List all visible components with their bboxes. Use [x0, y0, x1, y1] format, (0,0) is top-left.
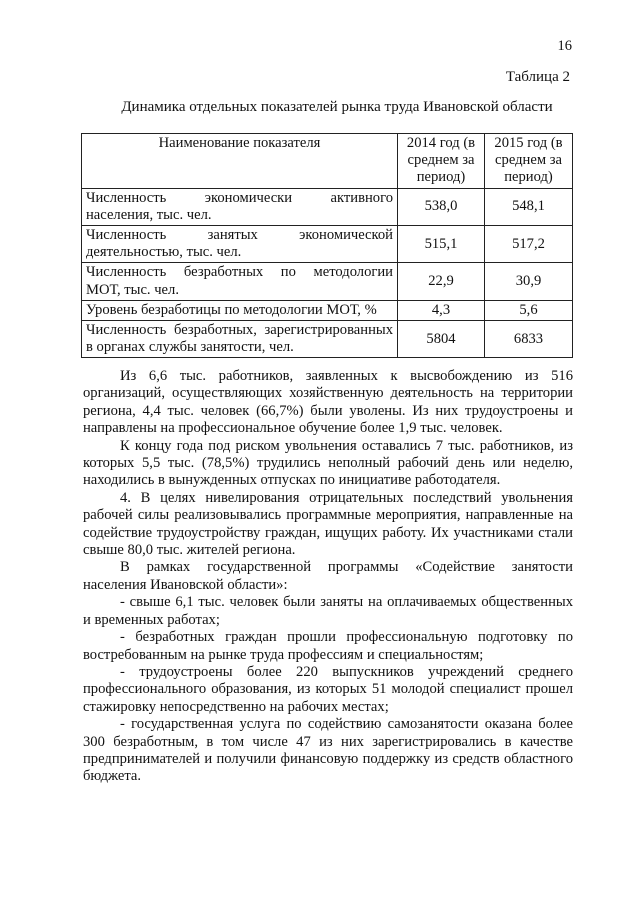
- row-value-2015: 5,6: [485, 300, 573, 320]
- row-name-line: Численность безработных, зарегистрированных: [86, 322, 393, 339]
- body-text: [83, 368, 573, 786]
- row-name-line: в органах службы занятости, чел.: [86, 339, 294, 356]
- list-item: - трудоустроены более 220 выпускников учреждений среднего профессионального образования, из которых 51 молодой специалист прошел стажировку непосредственно на рабочих местах;: [83, 663, 573, 715]
- row-value-2014: 22,9: [398, 263, 485, 300]
- row-name-line: МОТ, тыс. чел.: [86, 281, 179, 298]
- row-indicator-name: [82, 300, 398, 320]
- row-indicator-name: [82, 321, 398, 358]
- paragraph: К концу года под риском увольнения оставались 7 тыс. работников, из которых 5,5 тыс. (78,5%) трудились неполный рабочий день или неделю, находились в вынужденных отпусках по инициативе работодателя.: [83, 437, 573, 489]
- page-number: 16: [557, 38, 572, 54]
- row-value-2014: 515,1: [398, 226, 485, 263]
- table-row: [82, 300, 573, 320]
- row-value-2014: 4,3: [398, 300, 485, 320]
- paragraph: В рамках государственной программы «Содействие занятости населения Ивановской области»:: [83, 559, 573, 593]
- row-indicator-name: [82, 226, 398, 263]
- indicators-table: [81, 133, 573, 358]
- table-label: Таблица 2: [505, 69, 570, 85]
- header-2015: 2015 год (в среднем за период): [485, 134, 573, 189]
- paragraph: 4. В целях нивелирования отрицательных последствий увольнения рабочей силы реализовывались программные мероприятия, направленные на содействие трудоустройству граждан, ищущих работу. Их участниками стали свыше 80,0 тыс. жителей региона.: [83, 489, 573, 559]
- table-row: [82, 226, 573, 263]
- row-indicator-name: [82, 263, 398, 300]
- row-indicator-name: [82, 188, 398, 225]
- header-indicator-name: Наименование показателя: [82, 134, 398, 189]
- row-name-line: Численность безработных по методологии: [86, 264, 393, 281]
- paragraph: Из 6,6 тыс. работников, заявленных к высвобождению из 516 организаций, осуществляющих хозяйственную деятельность на территории региона, 4,4 тыс. человек (66,7%) были уволены. Из них трудоустроены и направлены на профессиональное обучение более 1,9 тыс. человек.: [83, 368, 573, 437]
- list-item: - свыше 6,1 тыс. человек были заняты на оплачиваемых общественных и временных работах;: [83, 594, 573, 628]
- table-header-row: [82, 134, 573, 189]
- row-name-line: Уровень безработицы по методологии МОТ, %: [86, 301, 377, 318]
- table-row: [82, 263, 573, 300]
- row-value-2015: 30,9: [485, 263, 573, 300]
- list-item: - государственная услуга по содействию самозанятости оказана более 300 безработным, в том числе 47 из них зарегистрировались в качестве предпринимателей и получили финансовую поддержку из средств областного бюджета.: [83, 716, 573, 785]
- row-name-line: населения, тыс. чел.: [86, 206, 212, 223]
- header-2014: 2014 год (в среднем за период): [398, 134, 485, 189]
- list-item: - безработных граждан прошли профессиональную подготовку по востребованным на рынке труда профессиям и специальностям;: [83, 629, 573, 663]
- row-name-line: Численность экономически активного: [86, 189, 393, 206]
- row-value-2015: 548,1: [485, 188, 573, 225]
- table-row: [82, 321, 573, 358]
- row-value-2014: 538,0: [398, 188, 485, 225]
- row-value-2015: 517,2: [485, 226, 573, 263]
- row-name-line: деятельностью, тыс. чел.: [86, 244, 242, 261]
- row-name-line: Численность занятых экономической: [86, 227, 393, 244]
- table-row: [82, 188, 573, 225]
- table-title: Динамика отдельных показателей рынка труда Ивановской области: [121, 99, 553, 115]
- row-value-2014: 5804: [398, 321, 485, 358]
- row-value-2015: 6833: [485, 321, 573, 358]
